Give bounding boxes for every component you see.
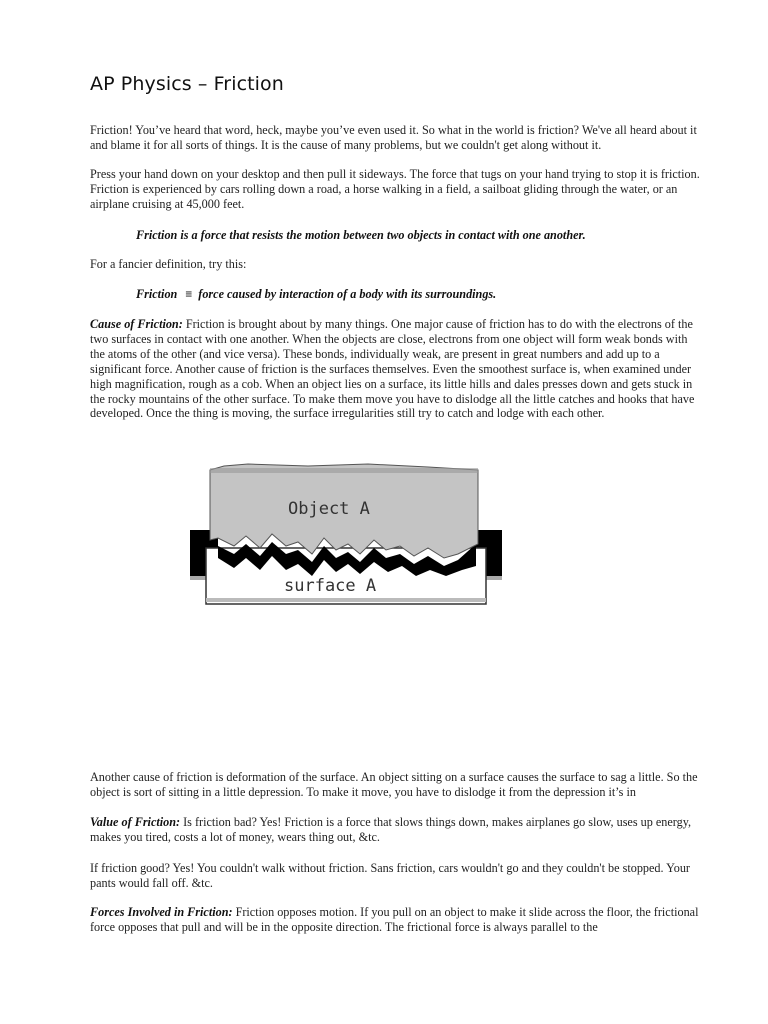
definition-text: force caused by interaction of a body with its surroundings. (198, 287, 497, 301)
deformation-paragraph: Another cause of friction is deformation of the surface. An object sitting on a surface causes the surface to sag a little. So the object is sort of sitting in a little depression. To make it move, you have to dislodge it from the depression it’s in (90, 770, 698, 799)
definition-statement: Friction is a force that resists the motion between two objects in contact with one another. (136, 228, 586, 242)
good-paragraph: If friction good? Yes! You couldn't walk without friction. Sans friction, cars wouldn't go and they couldn't be stopped. Your pants would fall off. &tc. (90, 861, 690, 890)
press-paragraph: Press your hand down on your desktop and then pull it sideways. The force that tugs on your hand trying to stop it is friction. Friction is experienced by cars rolling down a road, a horse walking in a field, a sailboat gliding through the water, or an airplane cruising at 45,000 feet. (90, 167, 700, 211)
cause-heading: Cause of Friction: (90, 317, 183, 331)
intro-paragraph: Friction! You’ve heard that word, heck, maybe you’ve even used it. So what in the world is friction? We've all heard about it and blame it for all sorts of things. It is the cause of many problems, but we couldn't get along without it. (90, 123, 697, 152)
surface-a-label: surface A (284, 576, 377, 596)
value-paragraph (90, 815, 700, 845)
forces-paragraph (90, 905, 700, 935)
value-text: Is friction bad? Yes! Friction is a force that slows things down, makes airplanes go slow, uses up energy, makes you tired, costs a lot of money, wears thing out, &tc. (90, 815, 692, 844)
object-a-label: Object A (288, 499, 370, 519)
forces-text: Friction opposes motion. If you pull on an object to make it slide across the floor, the frictional force opposes that pull and will be in the opposite direction. The frictional force is always parallel to the (90, 905, 699, 934)
fancy-definition (136, 287, 696, 302)
definition-term: Friction (136, 287, 178, 301)
friction-surface-diagram (188, 458, 504, 608)
cause-text: Friction is brought about by many things. One major cause of friction has to do with the electrons of the two surfaces in contact with one another. When the objects are close, electrons from one object will form weak bonds with the atoms of the other (and vice versa). These bonds, individually weak, are present in great numbers and add up to a significant force. Another cause of friction is the surfaces themselves. Even the smoothest surface is, when examined under high magnification, rough as a cob. When an object lies on a surface, its little hills and dales presses down and gets stuck in the rocky mountains of the other surface. To make them move you have to dislodge all the little catches and hooks that have developed. Once the thing is moving, the surface irregularities still try to catch and lodge with each other. (90, 317, 695, 421)
surface-contact-illustration (188, 458, 504, 608)
cause-paragraph (90, 317, 700, 421)
forces-heading: Forces Involved in Friction: (90, 905, 233, 919)
page-title: AP Physics – Friction (90, 73, 284, 95)
equivalence-symbol: ≡ (185, 287, 193, 301)
fancier-intro: For a fancier definition, try this: (90, 257, 247, 271)
value-heading: Value of Friction: (90, 815, 181, 829)
